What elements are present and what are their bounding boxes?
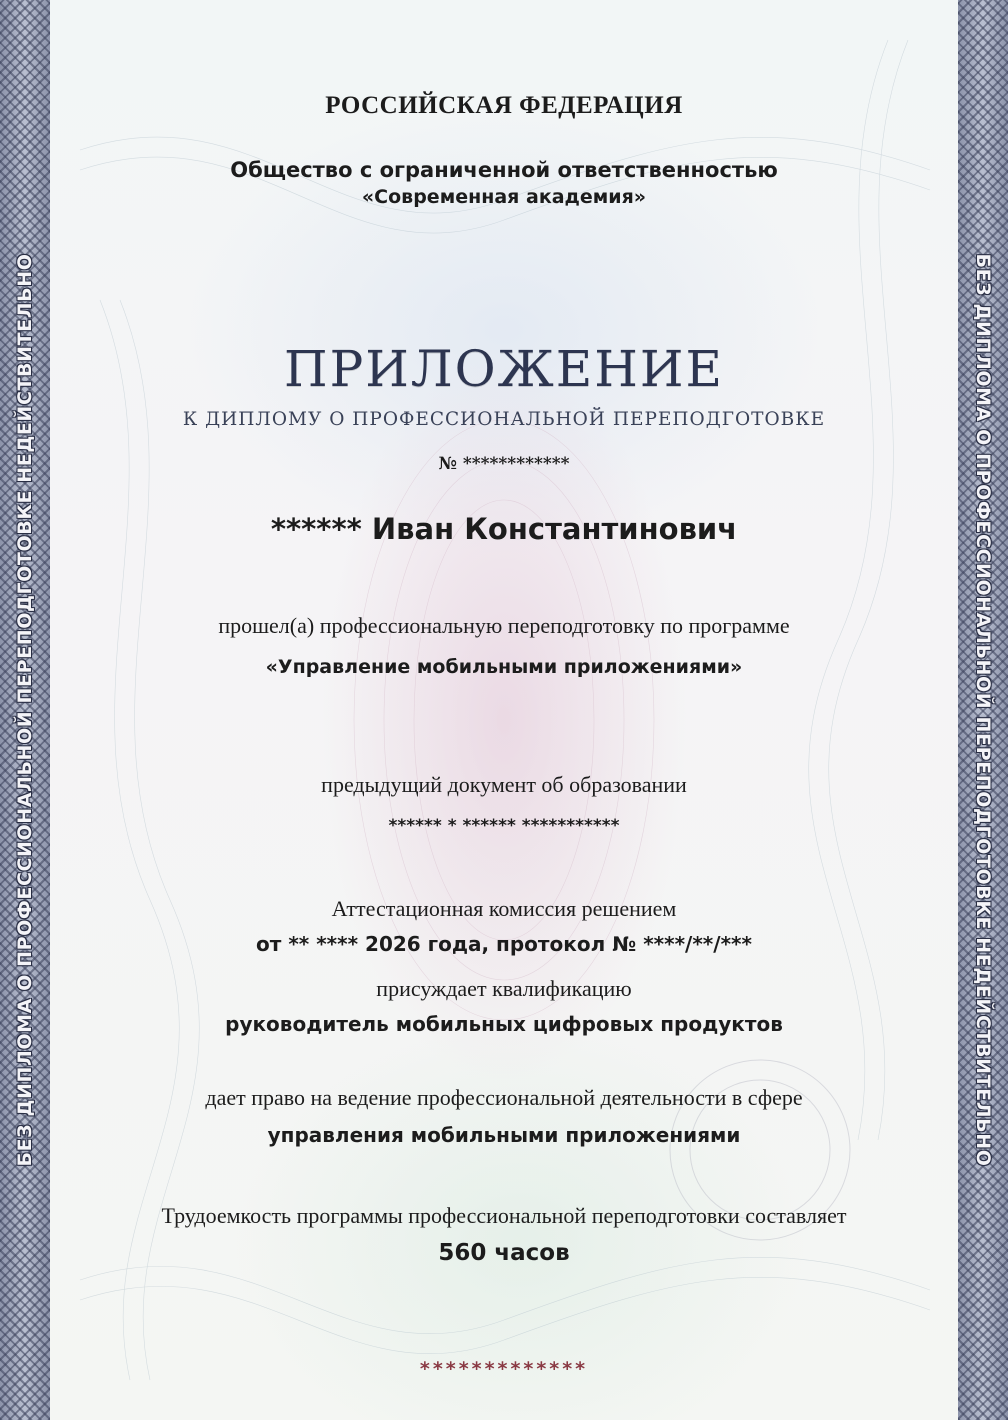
rights-area: управления мобильными приложениями bbox=[267, 1123, 741, 1147]
left-border-text: БЕЗ ДИПЛОМА О ПРОФЕССИОНАЛЬНОЙ ПЕРЕПОДГОТОВКЕ НЕДЕЙСТВИТЕЛЬНО bbox=[14, 253, 36, 1167]
qualification-name: руководитель мобильных цифровых продуктов bbox=[225, 1012, 783, 1036]
right-border-text: БЕЗ ДИПЛОМА О ПРОФЕССИОНАЛЬНОЙ ПЕРЕПОДГОТОВКЕ НЕДЕЙСТВИТЕЛЬНО bbox=[972, 253, 994, 1167]
right-security-border bbox=[958, 0, 1008, 1420]
protocol-details: от ** **** 2026 года, протокол № ****/**/*** bbox=[256, 932, 752, 956]
previous-document-value: ****** * ****** *********** bbox=[388, 816, 620, 836]
document-subtitle: К ДИПЛОМУ О ПРОФЕССИОНАЛЬНОЙ ПЕРЕПОДГОТОВКЕ bbox=[182, 409, 826, 430]
left-security-border bbox=[0, 0, 50, 1420]
previous-document-label: предыдущий документ об образовании bbox=[321, 772, 687, 797]
commission-decision: Аттестационная комиссия решением bbox=[331, 896, 677, 921]
country-heading: РОССИЙСКАЯ ФЕДЕРАЦИЯ bbox=[325, 92, 683, 119]
program-name: «Управление мобильными приложениями» bbox=[265, 656, 743, 678]
rights-intro: дает право на ведение профессиональной деятельности в сфере bbox=[205, 1085, 803, 1110]
organization-type: Общество с ограниченной ответственностью bbox=[230, 158, 778, 182]
recipient-name: ****** Иван Константинович bbox=[270, 512, 738, 546]
program-intro: прошел(а) профессиональную переподготовку по программе bbox=[218, 613, 790, 638]
qualification-intro: присуждает квалификацию bbox=[376, 976, 632, 1001]
organization-name: «Современная академия» bbox=[361, 186, 647, 208]
document-number: № ************ bbox=[438, 454, 570, 474]
serial-stars: ************* bbox=[419, 1358, 589, 1380]
workload-hours: 560 часов bbox=[438, 1240, 570, 1266]
document-title: ПРИЛОЖЕНИЕ bbox=[284, 340, 724, 398]
workload-intro: Трудоемкость программы профессиональной переподготовки составляет bbox=[161, 1203, 847, 1228]
